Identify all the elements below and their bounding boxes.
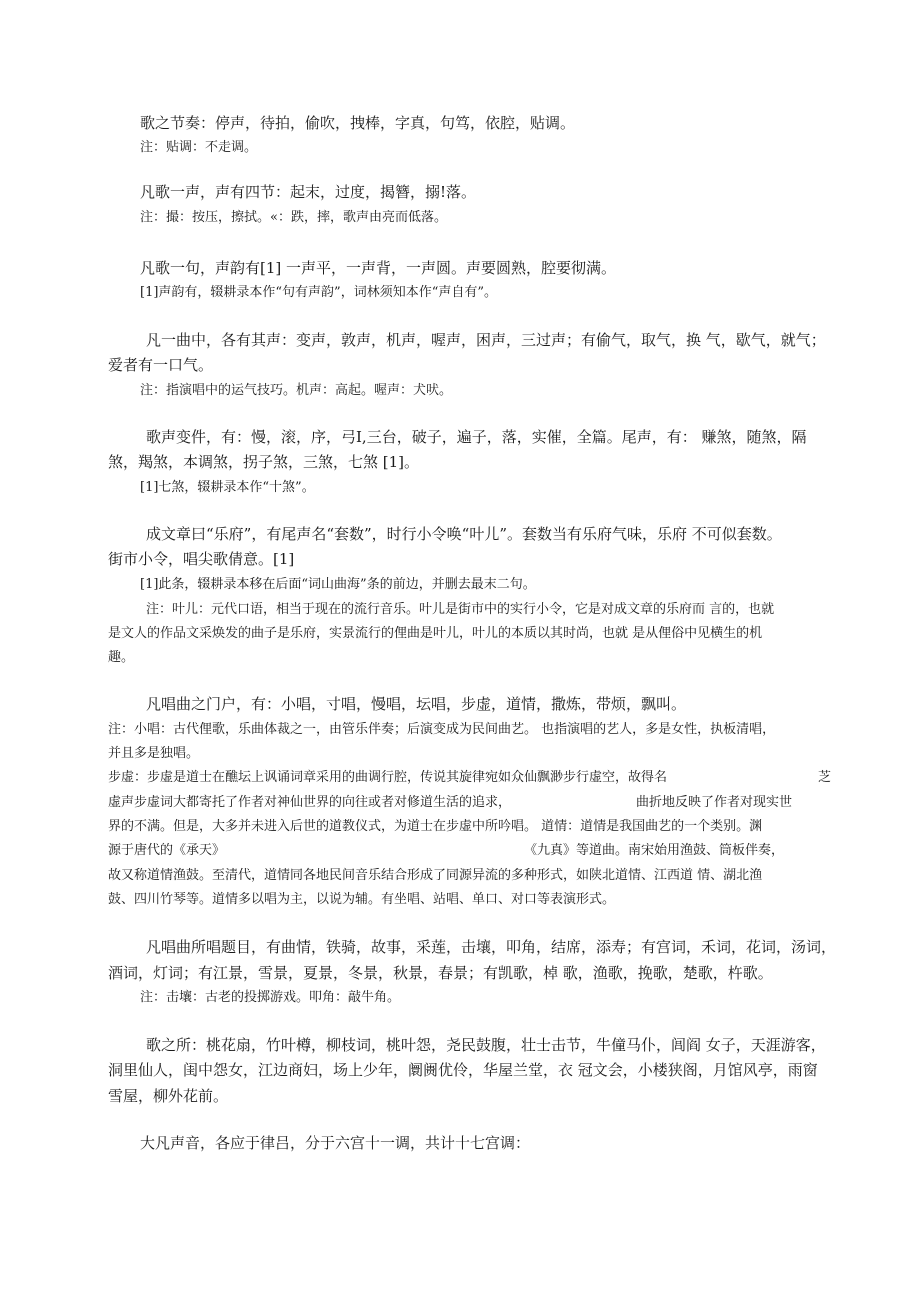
note-line: 注：叶儿：元代口语，相当于现在的流行音乐。叶儿是街市中的实行小令，它是对成文章的乐府而 言的，也就 bbox=[146, 602, 775, 617]
text-line: 煞，羯煞，本调煞，拐子煞，三煞，七煞 [1]。 bbox=[108, 453, 420, 471]
note-line: 源于唐代的《承天》 bbox=[108, 843, 226, 858]
text-line: 凡唱曲之门户，有：小唱，寸唱，慢唱，坛唱，步虚，道情，撒炼，带烦，飘叫。 bbox=[146, 695, 687, 713]
text-line: 爱者有一口气。 bbox=[108, 356, 214, 374]
note-line: 是文人的作品文采焕发的曲子是乐府，实景流行的俚曲是叶儿，叶儿的本质以其时尚，也就 是从俚俗中见横生的机 bbox=[108, 626, 763, 641]
note-fragment: 曲折地反映了作者对现实世 bbox=[636, 795, 793, 810]
text-line: 大凡声音，各应于律吕，分于六宫十一调，共计十七宫调： bbox=[140, 1134, 531, 1152]
note-line: 趣。 bbox=[108, 650, 135, 665]
text-line: 成文章曰“乐府”，有尾声名“套数”，时行小令唤“叶儿”。套数当有乐府气味，乐府 不可似套数。 bbox=[146, 525, 782, 543]
text-line: 凡一曲中，各有其声：变声，敦声，机声，喔声，困声，三过声；有偷气，取气，换 气，歇气，就气； bbox=[146, 331, 826, 349]
text-line: 雪屋，柳外花前。 bbox=[108, 1087, 229, 1105]
text-line: 歌之所：桃花扇，竹叶樽，柳枝词，桃叶怨，尧民鼓腹，壮士击节，牛僮马仆，闾阎 女子，天涯游客， bbox=[146, 1036, 826, 1054]
note-line: 并且多是独唱。 bbox=[108, 746, 200, 761]
note-fragment: 芝 bbox=[818, 770, 832, 785]
text-line: 酒词，灯词；有江景，雪景，夏景，冬景，秋景，春景；有凯歌，棹 歌，渔歌，挽歌，楚歌，杵歌。 bbox=[108, 964, 773, 982]
text-line: 歌之节奏：停声，待拍，偷吹，拽棒，字真，句笃，依腔，贴调。 bbox=[140, 114, 576, 132]
footnote-line: [1]七煞，辍耕录本作“十煞”。 bbox=[140, 480, 315, 495]
text-line: 凡歌一句，声韵有[1] 一声平，一声背，一声圆。声要圆熟，腔要彻满。 bbox=[140, 259, 617, 277]
note-line: 注：撮：按压，擦拭。«：跌，摔，歌声由亮而低落。 bbox=[140, 210, 447, 225]
note-line: 界的不满。但是，大多并未进入后世的道教仪式，为道士在步虚中所吟唱。 道情：道情是我国曲艺的一个类别。渊 bbox=[108, 819, 763, 834]
note-line: 故又称道情渔鼓。至清代，道情同各地民间音乐结合形成了同源异流的多种形式，如陕北道情、江西道 情、湖北渔 bbox=[108, 868, 763, 883]
note-line: 注：小唱：古代俚歌，乐曲体裁之一，由管乐伴奏；后演变成为民间曲艺。 也指演唱的艺人，多是女性，执板清唱， bbox=[108, 722, 776, 737]
note-line: 注：击壤：古老的投掷游戏。叩角：敲牛角。 bbox=[140, 990, 401, 1005]
text-line: 街市小令，唱尖歌倩意。[1] bbox=[108, 550, 295, 568]
note-line: 鼓、四川竹琴等。道情多以唱为主，以说为辅。有坐唱、站唱、单口、对口等表演形式。 bbox=[108, 892, 616, 907]
text-line: 歌声变件，有：慢，滚，序，弓I,三台，破子，遍子，落，实催，全篇。尾声，有： 赚煞，随煞，隔 bbox=[146, 428, 807, 446]
note-line: 虚声步虚词大都寄托了作者对神仙世界的向往或者对修道生活的追求， bbox=[108, 795, 512, 810]
text-line: 凡歌一声，声有四节：起末，过度，揭簪，搦!落。 bbox=[140, 183, 477, 201]
note-line: 注：指演唱中的运气技巧。机声：高起。喔声：犬吠。 bbox=[140, 383, 453, 398]
footnote-line: [1]声韵有，辍耕录本作“句有声韵”，词林须知本作“声自有”。 bbox=[140, 285, 497, 300]
footnote-line: [1]此条，辍耕录本移在后面“词山曲海”条的前边，并删去最末二句。 bbox=[140, 577, 536, 592]
note-fragment: 《九真》等道曲。南宋始用渔鼓、筒板伴奏， bbox=[524, 843, 785, 858]
note-line: 注：贴调：不走调。 bbox=[140, 140, 258, 155]
note-line: 步虚：步虚是道士在醮坛上讽诵词章采用的曲调行腔，传说其旋律宛如众仙飘渺步行虚空，故得名 bbox=[108, 770, 668, 785]
text-line: 洞里仙人，闺中怨女，江边商妇，场上少年，阛阓优伶，华屋兰堂，衣 冠文会，小楼狭阁，月馆风亭，雨窗 bbox=[108, 1061, 818, 1079]
text-line: 凡唱曲所唱题目，有曲情，铁骑，故事，采莲，击壤，叩角，结席，添寿；有宫词，禾词，花词，汤词， bbox=[146, 938, 837, 956]
